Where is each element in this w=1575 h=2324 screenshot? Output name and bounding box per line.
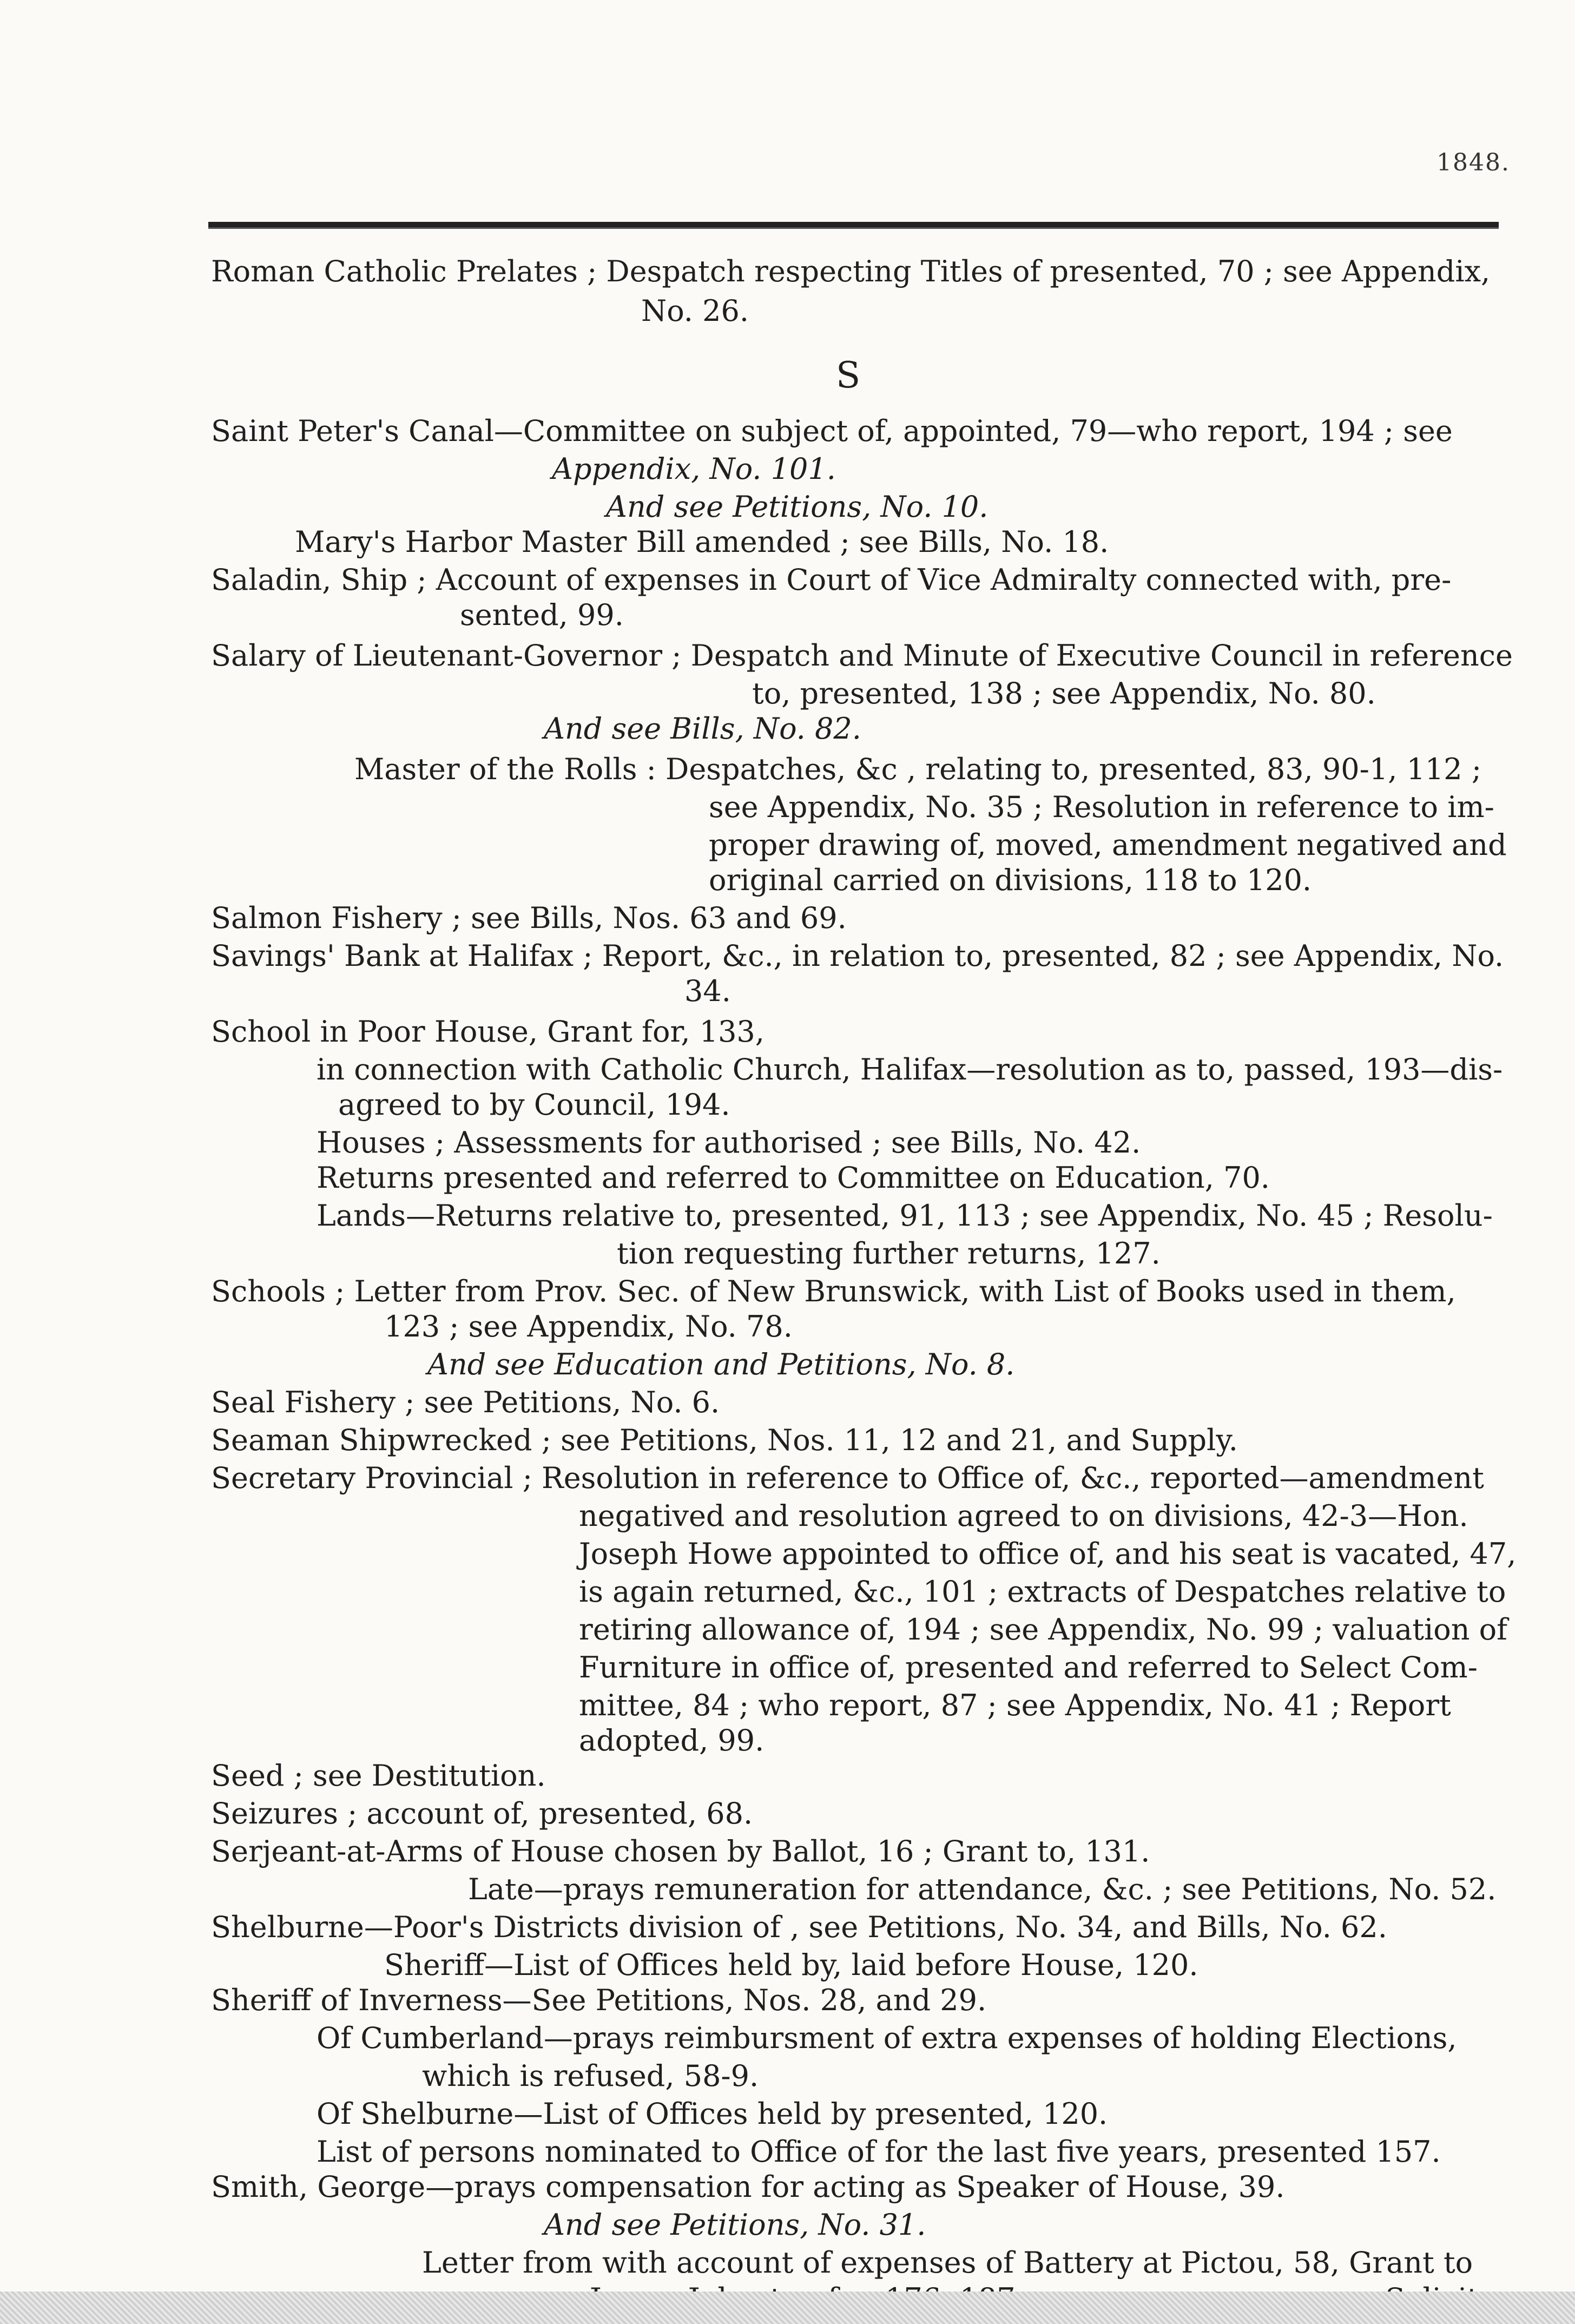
index-line: Seal Fishery ; see Petitions, No. 6. bbox=[211, 1385, 720, 1419]
index-line: see Appendix, No. 35 ; Resolution in reference to im- bbox=[709, 790, 1494, 824]
scan-shadow bbox=[0, 2292, 1575, 2324]
index-line: Shelburne—Poor's Districts division of , see Petitions, No. 34, and Bills, No. 62. bbox=[211, 1910, 1387, 1944]
index-line: Sheriff of Inverness—See Petitions, Nos. 28, and 29. bbox=[211, 1983, 987, 2017]
index-line: Letter from with account of expenses of Battery at Pictou, 58, Grant to bbox=[422, 2246, 1473, 2280]
index-line: Late—prays remuneration for attendance, &c. ; see Petitions, No. 52. bbox=[468, 1872, 1497, 1906]
index-line: Seaman Shipwrecked ; see Petitions, Nos. 11, 12 and 21, and Supply. bbox=[211, 1423, 1238, 1457]
index-line: to, presented, 138 ; see Appendix, No. 80. bbox=[752, 676, 1376, 710]
index-line: List of persons nominated to Office of for the last five years, presented 157. bbox=[317, 2135, 1441, 2169]
index-line: And see Petitions, No. 31. bbox=[544, 2208, 926, 2242]
index-line: tion requesting further returns, 127. bbox=[617, 1236, 1161, 1270]
index-line: Saint Peter's Canal—Committee on subject of, appointed, 79—who report, 194 ; see bbox=[211, 414, 1453, 448]
index-line: Appendix, No. 101. bbox=[552, 452, 836, 486]
index-line: Seed ; see Destitution. bbox=[211, 1759, 546, 1793]
index-line: 34. bbox=[684, 974, 731, 1008]
index-line: Schools ; Letter from Prov. Sec. of New Brunswick, with List of Books used in them, bbox=[211, 1274, 1456, 1308]
index-line: Joseph Howe appointed to office of, and his seat is vacated, 47, bbox=[579, 1537, 1517, 1571]
index-line: mittee, 84 ; who report, 87 ; see Appendix, No. 41 ; Report bbox=[579, 1688, 1451, 1722]
index-line: negatived and resolution agreed to on divisions, 42-3—Hon. bbox=[579, 1499, 1468, 1533]
index-line: Seizures ; account of, presented, 68. bbox=[211, 1796, 753, 1831]
index-line: which is refused, 58-9. bbox=[422, 2059, 759, 2093]
index-line: is again returned, &c., 101 ; extracts of Despatches relative to bbox=[579, 1575, 1506, 1609]
index-line: Returns presented and referred to Committee on Education, 70. bbox=[317, 1161, 1270, 1195]
index-line: adopted, 99. bbox=[579, 1723, 765, 1757]
index-line: agreed to by Council, 194. bbox=[338, 1088, 730, 1122]
index-line: Serjeant-at-Arms of House chosen by Ballot, 16 ; Grant to, 131. bbox=[211, 1834, 1150, 1868]
page-year: 1848. bbox=[1436, 149, 1510, 176]
header-rule bbox=[208, 222, 1499, 229]
index-line: And see Bills, No. 82. bbox=[544, 712, 861, 746]
index-line: original carried on divisions, 118 to 120. bbox=[709, 863, 1312, 897]
index-line: Savings' Bank at Halifax ; Report, &c., in relation to, presented, 82 ; see Appendix, No. bbox=[211, 939, 1504, 973]
index-line: Houses ; Assessments for authorised ; see Bills, No. 42. bbox=[317, 1125, 1141, 1160]
index-line: School in Poor House, Grant for, 133, bbox=[211, 1015, 765, 1049]
index-line: Sheriff—List of Offices held by, laid before House, 120. bbox=[384, 1948, 1198, 1982]
index-line: Mary's Harbor Master Bill amended ; see Bills, No. 18. bbox=[295, 525, 1109, 559]
section-letter: S bbox=[836, 354, 861, 396]
index-line: And see Petitions, No. 10. bbox=[606, 490, 989, 524]
index-line: Furniture in office of, presented and referred to Select Com- bbox=[579, 1650, 1478, 1684]
index-line: No. 26. bbox=[641, 294, 749, 328]
index-line: retiring allowance of, 194 ; see Appendix, No. 99 ; valuation of bbox=[579, 1612, 1508, 1647]
index-line: Secretary Provincial ; Resolution in reference to Office of, &c., reported—amendment bbox=[211, 1461, 1484, 1495]
index-line: Master of the Rolls : Despatches, &c , relating to, presented, 83, 90-1, 112 ; bbox=[354, 752, 1482, 786]
index-line: Salary of Lieutenant-Governor ; Despatch and Minute of Executive Council in reference bbox=[211, 638, 1513, 673]
index-line: Roman Catholic Prelates ; Despatch respecting Titles of presented, 70 ; see Appendix, bbox=[211, 254, 1491, 288]
index-line: Of Shelburne—List of Offices held by presented, 120. bbox=[317, 2097, 1108, 2131]
index-line: in connection with Catholic Church, Halifax—resolution as to, passed, 193—dis- bbox=[317, 1052, 1503, 1087]
index-line: Salmon Fishery ; see Bills, Nos. 63 and 69. bbox=[211, 901, 847, 935]
index-line: 123 ; see Appendix, No. 78. bbox=[384, 1309, 793, 1344]
index-line: And see Education and Petitions, No. 8. bbox=[427, 1347, 1015, 1381]
index-line: Lands—Returns relative to, presented, 91, 113 ; see Appendix, No. 45 ; Resolu- bbox=[317, 1199, 1493, 1233]
index-line: Of Cumberland—prays reimbursment of extra expenses of holding Elections, bbox=[317, 2021, 1457, 2055]
index-line: sented, 99. bbox=[460, 598, 624, 632]
index-line: Smith, George—prays compensation for acting as Speaker of House, 39. bbox=[211, 2170, 1285, 2204]
index-line: Saladin, Ship ; Account of expenses in Court of Vice Admiralty connected with, pre- bbox=[211, 563, 1452, 597]
index-line: proper drawing of, moved, amendment negatived and bbox=[709, 828, 1507, 862]
